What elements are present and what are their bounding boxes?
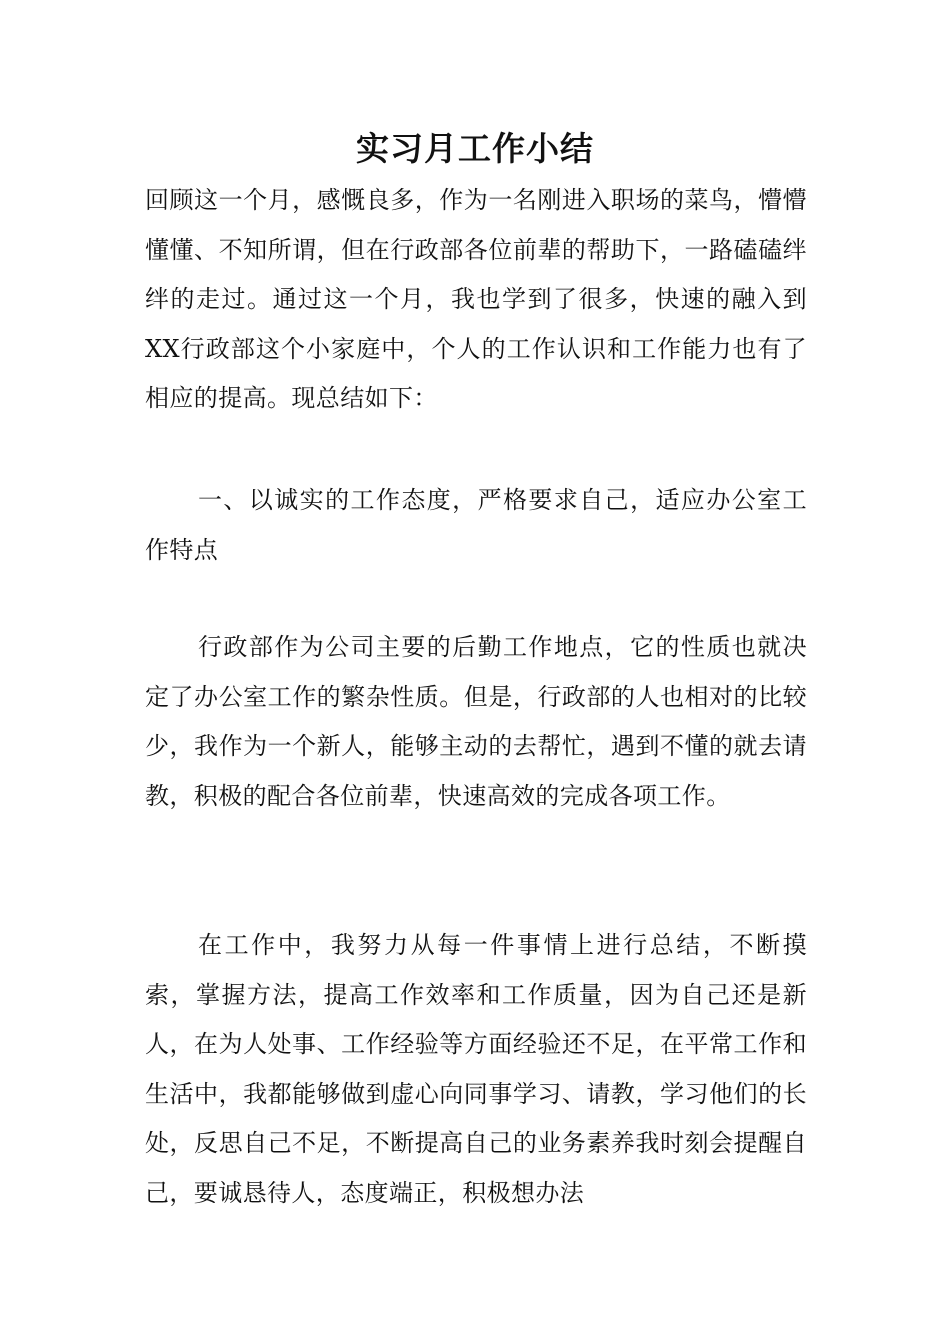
paragraph-intro: 回顾这一个月，感慨良多，作为一名刚进入职场的菜鸟，懵懵懂懂、不知所谓，但在行政部各位前辈的帮助下，一路磕磕绊绊的走过。通过这一个月，我也学到了很多，快速的融入到XX行政部这个小家庭中，个人的工作认识和工作能力也有了相应的提高。现总结如下： <box>145 186 807 412</box>
paragraph-admin-dept: 行政部作为公司主要的后勤工作地点，它的性质也就决定了办公室工作的繁杂性质。但是，行政部的人也相对的比较少，我作为一个新人，能够主动的去帮忙，遇到不懂的就去请教，积极的配合各位前辈，快速高效的完成各项工作。 <box>145 633 807 810</box>
section-heading-1: 一、以诚实的工作态度，严格要求自己，适应办公室工作特点 <box>145 486 807 564</box>
paragraph-work-summary: 在工作中，我努力从每一件事情上进行总结，不断摸索，掌握方法，提高工作效率和工作质量，因为自己还是新人，在为人处事、工作经验等方面经验还不足，在平常工作和生活中，我都能够做到虚心向同事学习、请教，学习他们的长处，反思自己不足，不断提高自己的业务素养我时刻会提醒自己，要诚恳待人，态度端正，积极想办法 <box>145 931 807 1207</box>
document-title: 实习月工作小结 <box>356 129 594 168</box>
